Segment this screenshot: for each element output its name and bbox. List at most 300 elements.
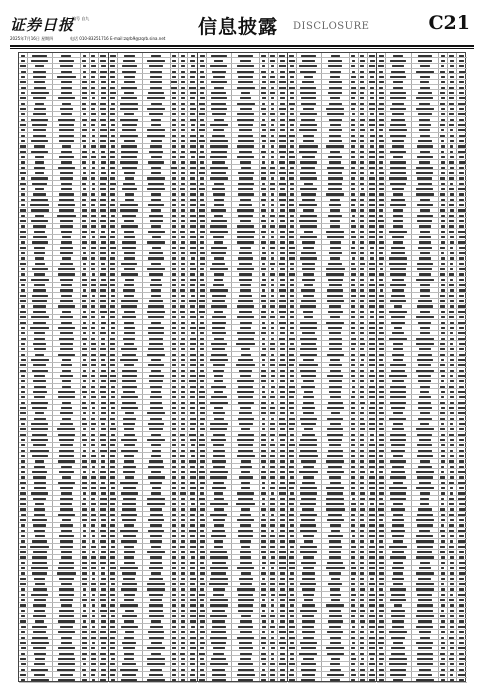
table-cell: [370, 145, 375, 147]
table-cell: [379, 658, 385, 660]
table-cell: [181, 220, 185, 222]
table-cell: [211, 658, 226, 660]
table-cell: [449, 530, 454, 532]
table-cell: [290, 343, 294, 345]
table-cell: [449, 231, 454, 233]
table-cell: [280, 530, 285, 532]
table-cell: [369, 124, 375, 126]
table-cell: [262, 663, 266, 665]
table-cell: [100, 305, 106, 307]
table-cell: [181, 498, 185, 500]
table-cell: [110, 647, 115, 649]
table-cell: [152, 236, 161, 238]
table-cell: [83, 359, 87, 361]
table-cell: [303, 140, 314, 142]
table-cell: [416, 588, 434, 590]
table-cell: [181, 508, 185, 510]
table-cell: [91, 124, 95, 126]
table-cell: [270, 642, 274, 644]
table-column: [109, 53, 199, 681]
table-cell: [271, 135, 275, 137]
table-cell: [280, 177, 285, 179]
table-cell: [110, 631, 116, 633]
table-cell: [441, 519, 445, 521]
table-cell: [449, 514, 454, 516]
table-cell: [237, 588, 255, 590]
table-cell: [441, 236, 445, 238]
table-cell: [181, 65, 185, 67]
table-cell: [213, 466, 225, 468]
table-cell: [420, 65, 430, 67]
table-cell: [122, 188, 137, 190]
table-cell: [239, 642, 252, 644]
table-cell: [392, 620, 404, 622]
table-cell: [60, 487, 74, 489]
table-cell: [299, 129, 317, 131]
table-cell: [239, 151, 252, 153]
table-cell: [237, 113, 254, 115]
table-cell: [110, 76, 114, 78]
table-cell: [83, 524, 87, 526]
table-cell: [379, 610, 385, 612]
table-cell: [360, 578, 364, 580]
table-cell: [58, 167, 75, 169]
table-cell: [20, 578, 25, 580]
table-cell: [459, 268, 465, 270]
table-cell: [330, 316, 340, 318]
table-cell: [190, 119, 196, 121]
table-cell: [262, 396, 266, 398]
table-cell: [441, 140, 444, 142]
table-cell: [200, 220, 205, 222]
table-cell: [238, 359, 253, 361]
table-cell: [271, 87, 275, 89]
table-cell: [172, 620, 177, 622]
table-cell: [83, 71, 86, 73]
table-cell: [417, 434, 432, 436]
table-cell: [351, 167, 355, 169]
table-cell: [458, 498, 465, 500]
table-cell: [450, 359, 454, 361]
table-cell: [418, 55, 433, 57]
table-cell: [352, 386, 355, 388]
table-cell: [122, 642, 136, 644]
table-cell: [390, 161, 405, 163]
table-cell: [172, 215, 176, 217]
table-cell: [148, 305, 164, 307]
table-cell: [440, 663, 445, 665]
table-cell: [180, 188, 185, 190]
table-cell: [101, 588, 106, 590]
table-cell: [101, 193, 106, 195]
table-cell: [450, 305, 454, 307]
table-cell: [124, 295, 134, 297]
table-cell: [440, 386, 445, 388]
table-cell: [328, 535, 343, 537]
table-cell: [60, 247, 72, 249]
table-cell: [379, 305, 384, 307]
table-cell: [190, 103, 195, 105]
table-cell: [181, 161, 184, 163]
table-cell: [100, 273, 106, 275]
table-cell: [123, 289, 135, 291]
table-cell: [91, 55, 95, 57]
table-cell: [59, 199, 74, 201]
table-cell: [122, 167, 137, 169]
table-cell: [60, 599, 73, 601]
table-cell: [329, 119, 342, 121]
table-cell: [449, 407, 454, 409]
table-cell: [181, 348, 186, 350]
table-cell: [190, 599, 197, 601]
table-cell: [369, 375, 375, 377]
table-cell: [289, 519, 294, 521]
table-cell: [91, 113, 96, 115]
table-cell: [100, 487, 106, 489]
table-cell: [31, 220, 48, 222]
table-cell: [199, 615, 205, 617]
table-cell: [101, 567, 105, 569]
table-cell: [370, 471, 375, 473]
table-cell: [416, 316, 434, 318]
table-cell: [390, 273, 406, 275]
table-cell: [110, 444, 116, 446]
table-cell: [62, 386, 72, 388]
table-cell: [32, 455, 48, 457]
table-cell: [330, 247, 341, 249]
table-cell: [61, 188, 72, 190]
table-cell: [35, 620, 45, 622]
table-cell: [124, 92, 134, 94]
table-cell: [120, 359, 138, 361]
table-cell: [379, 460, 384, 462]
table-cell: [352, 535, 355, 537]
table-cell: [351, 273, 356, 275]
table-cell: [279, 626, 285, 628]
table-cell: [181, 396, 185, 398]
table-cell: [111, 434, 115, 436]
table-cell: [440, 295, 445, 297]
table-cell: [459, 562, 465, 564]
table-cell: [280, 466, 285, 468]
table-cell: [262, 343, 266, 345]
table-cell: [441, 567, 444, 569]
table-cell: [200, 583, 205, 585]
table-cell: [441, 129, 444, 131]
table-cell: [181, 295, 185, 297]
table-cell: [419, 161, 430, 163]
table-cell: [360, 524, 365, 526]
table-cell: [289, 135, 295, 137]
table-cell: [391, 653, 406, 655]
table-cell: [172, 161, 175, 163]
table-cell: [122, 615, 137, 617]
table-cell: [303, 359, 313, 361]
table-cell: [21, 71, 26, 73]
table-cell: [121, 492, 138, 494]
table-cell: [440, 674, 445, 676]
table-cell: [190, 567, 195, 569]
table-cell: [58, 273, 74, 275]
table-cell: [181, 610, 184, 612]
table-cell: [379, 87, 383, 89]
table-cell: [181, 103, 185, 105]
table-cell: [34, 396, 45, 398]
table-cell: [416, 679, 434, 681]
table-cell: [20, 658, 25, 660]
table-cell: [190, 604, 196, 606]
table-cell: [110, 471, 115, 473]
table-cell: [351, 482, 355, 484]
table-cell: [290, 492, 294, 494]
table-cell: [122, 519, 136, 521]
table-cell: [91, 396, 95, 398]
table-cell: [416, 642, 433, 644]
table-cell: [270, 588, 275, 590]
table-cell: [369, 103, 375, 105]
table-cell: [300, 236, 317, 238]
table-cell: [172, 343, 177, 345]
table-cell: [21, 637, 25, 639]
table-cell: [172, 396, 177, 398]
table-cell: [450, 343, 453, 345]
table-cell: [101, 343, 106, 345]
table-cell: [149, 65, 163, 67]
table-cell: [301, 300, 315, 302]
table-cell: [393, 455, 404, 457]
table-cell: [58, 391, 76, 393]
table-cell: [450, 578, 454, 580]
table-cell: [181, 423, 184, 425]
table-cell: [360, 343, 365, 345]
table-cell: [270, 113, 274, 115]
table-cell: [200, 71, 204, 73]
table-cell: [450, 423, 453, 425]
table-cell: [32, 124, 47, 126]
table-cell: [330, 594, 341, 596]
table-cell: [213, 284, 224, 286]
table-cell: [301, 97, 316, 99]
table-cell: [57, 428, 75, 430]
table-cell: [360, 263, 365, 265]
table-cell: [172, 402, 177, 404]
table-cell: [212, 530, 225, 532]
table-cell: [351, 588, 355, 590]
table-cell: [391, 370, 405, 372]
table-cell: [189, 460, 196, 462]
table-cell: [213, 444, 224, 446]
table-cell: [360, 167, 364, 169]
table-cell: [261, 642, 265, 644]
table-cell: [450, 145, 453, 147]
table-cell: [150, 524, 162, 526]
table-cell: [33, 236, 47, 238]
table-cell: [200, 65, 205, 67]
table-cell: [110, 610, 115, 612]
table-cell: [100, 450, 107, 452]
table-cell: [238, 434, 254, 436]
table-cell: [101, 279, 106, 281]
table-cell: [124, 343, 134, 345]
table-cell: [458, 626, 465, 628]
table-cell: [100, 103, 106, 105]
table-cell: [181, 375, 185, 377]
table-cell: [369, 396, 374, 398]
table-cell: [449, 215, 454, 217]
table-cell: [280, 482, 286, 484]
table-cell: [379, 322, 384, 324]
table-cell: [213, 482, 224, 484]
table-cell: [261, 354, 266, 356]
table-cell: [440, 268, 445, 270]
table-cell: [61, 231, 72, 233]
table-cell: [172, 407, 176, 409]
table-cell: [303, 637, 314, 639]
table-cell: [91, 487, 95, 489]
table-cell: [369, 418, 375, 420]
table-cell: [300, 177, 316, 179]
table-cell: [262, 562, 266, 564]
table-cell: [458, 311, 465, 313]
table-cell: [290, 129, 294, 131]
table-cell: [172, 220, 175, 222]
table-cell: [262, 119, 265, 121]
table-cell: [449, 503, 454, 505]
table-cell: [369, 679, 375, 681]
table-cell: [326, 487, 344, 489]
table-cell: [459, 535, 464, 537]
table-cell: [299, 204, 317, 206]
table-cell: [369, 177, 375, 179]
table-cell: [379, 386, 383, 388]
table-cell: [351, 396, 355, 398]
table-cell: [369, 289, 375, 291]
table-cell: [360, 204, 364, 206]
table-cell: [420, 252, 429, 254]
table-cell: [351, 236, 356, 238]
table-cell: [418, 508, 431, 510]
table-cell: [110, 450, 116, 452]
table-cell: [393, 679, 404, 681]
table-cell: [459, 289, 465, 291]
table-cell: [392, 524, 404, 526]
table-cell: [280, 156, 285, 158]
table-cell: [262, 215, 266, 217]
table-cell: [20, 145, 26, 147]
table-cell: [35, 583, 45, 585]
table-cell: [21, 439, 25, 441]
table-cell: [393, 572, 404, 574]
table-cell: [360, 530, 364, 532]
table-cell: [100, 135, 107, 137]
table-column: [288, 53, 378, 681]
table-cell: [417, 524, 433, 526]
table-cell: [60, 289, 72, 291]
table-cell: [83, 610, 86, 612]
table-cell: [190, 354, 196, 356]
table-cell: [280, 476, 285, 478]
table-cell: [418, 113, 432, 115]
table-cell: [418, 354, 432, 356]
table-cell: [419, 124, 431, 126]
table-cell: [210, 556, 228, 558]
table-cell: [390, 460, 405, 462]
table-cell: [459, 167, 463, 169]
table-cell: [30, 204, 48, 206]
table-cell: [172, 604, 175, 606]
table-cell: [330, 669, 341, 671]
table-cell: [100, 188, 106, 190]
table-cell: [280, 370, 284, 372]
table-cell: [190, 471, 195, 473]
table-cell: [181, 386, 186, 388]
table-cell: [82, 514, 87, 516]
table-cell: [360, 199, 364, 201]
table-cell: [172, 514, 176, 516]
table-cell: [302, 620, 315, 622]
table-cell: [110, 567, 116, 569]
table-cell: [100, 679, 106, 681]
table-cell: [261, 370, 265, 372]
table-cell: [459, 65, 464, 67]
table-cell: [58, 658, 75, 660]
table-cell: [370, 140, 375, 142]
table-cell: [212, 327, 225, 329]
table-cell: [379, 167, 383, 169]
table-cell: [289, 204, 294, 206]
table-cell: [279, 289, 285, 291]
table-cell: [150, 220, 163, 222]
table-cell: [352, 498, 355, 500]
table-cell: [458, 434, 465, 436]
table-cell: [82, 140, 86, 142]
table-cell: [149, 567, 163, 569]
table-cell: [59, 471, 74, 473]
table-cell: [378, 626, 384, 628]
table-cell: [111, 327, 115, 329]
table-cell: [289, 444, 295, 446]
table-cell: [360, 460, 364, 462]
table-cell: [360, 151, 364, 153]
table-cell: [200, 412, 205, 414]
table-cell: [151, 295, 161, 297]
table-cell: [199, 476, 205, 478]
table-cell: [241, 428, 250, 430]
table-cell: [458, 674, 464, 676]
table-cell: [449, 103, 454, 105]
table-cell: [351, 311, 356, 313]
table-cell: [441, 167, 445, 169]
table-cell: [150, 81, 162, 83]
table-cell: [441, 145, 445, 147]
table-cell: [181, 663, 186, 665]
table-cell: [91, 402, 95, 404]
table-cell: [191, 455, 195, 457]
table-cell: [62, 519, 71, 521]
table-cell: [369, 444, 375, 446]
table-cell: [379, 653, 384, 655]
table-cell: [212, 669, 225, 671]
table-cell: [32, 434, 48, 436]
table-cell: [262, 113, 266, 115]
table-cell: [279, 322, 285, 324]
table-cell: [330, 482, 341, 484]
table-cell: [351, 343, 356, 345]
table-cell: [59, 588, 75, 590]
table-cell: [101, 578, 106, 580]
table-cell: [101, 407, 106, 409]
table-cell: [237, 71, 254, 73]
